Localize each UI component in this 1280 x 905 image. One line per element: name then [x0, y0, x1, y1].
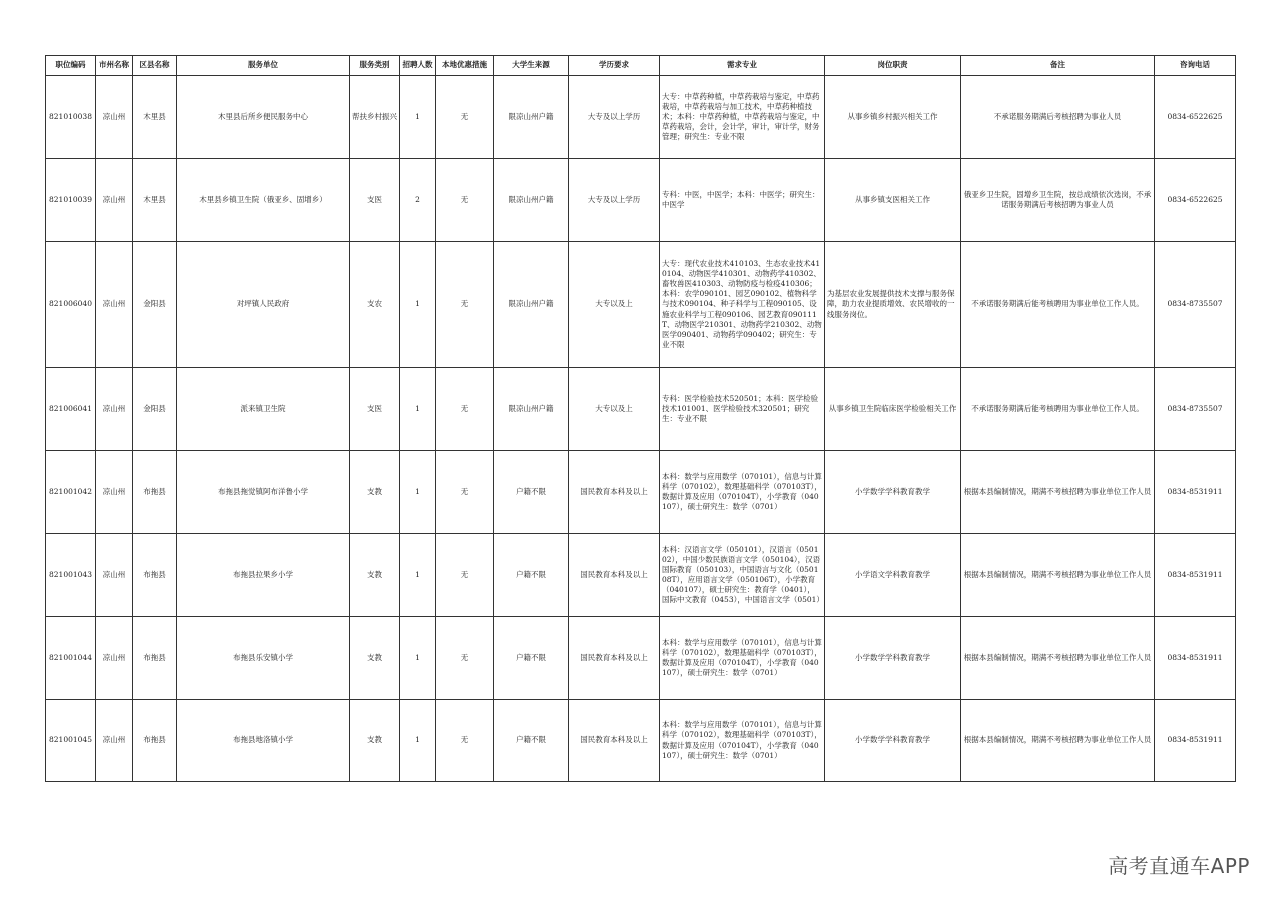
cell-local: 无	[436, 76, 494, 159]
cell-count: 1	[400, 617, 436, 700]
cell-note: 根据本县编制情况，期满不考核招聘为事业单位工作人员	[961, 617, 1155, 700]
cell-unit: 布拖县拖觉镇阿布洋鲁小学	[177, 451, 350, 534]
cell-unit: 布拖县乐安镇小学	[177, 617, 350, 700]
header-major: 需求专业	[660, 56, 825, 76]
cell-county: 金阳县	[133, 368, 177, 451]
cell-count: 1	[400, 700, 436, 782]
cell-category: 支农	[350, 242, 400, 368]
cell-code: 821006040	[46, 242, 96, 368]
header-phone: 咨询电话	[1155, 56, 1236, 76]
cell-note: 俄亚乡卫生院，固增乡卫生院，按总成绩依次选岗，不承诺服务期满后考核招聘为事业人员	[961, 159, 1155, 242]
cell-code: 821006041	[46, 368, 96, 451]
cell-category: 支教	[350, 617, 400, 700]
table-row	[46, 700, 1236, 782]
cell-count: 1	[400, 242, 436, 368]
cell-city: 凉山州	[96, 451, 133, 534]
table-row	[46, 368, 1236, 451]
cell-edu: 国民教育本科及以上	[569, 617, 660, 700]
cell-major: 本科：数学与应用数学（070101），信息与计算科学（070102），数理基础科学（070103T），数据计算及应用（070104T），小学教育（040107），硕士研究生：数学（0701）	[660, 617, 825, 700]
header-code: 职位编码	[46, 56, 96, 76]
table-row	[46, 534, 1236, 617]
watermark-text: 高考直通车APP	[1108, 854, 1250, 878]
cell-category: 支教	[350, 700, 400, 782]
cell-source: 限凉山州户籍	[494, 159, 569, 242]
cell-phone: 0834-8735507	[1155, 242, 1236, 368]
cell-city: 凉山州	[96, 368, 133, 451]
table-header-row	[46, 56, 1236, 76]
header-category: 服务类别	[350, 56, 400, 76]
cell-local: 无	[436, 534, 494, 617]
cell-duty: 小学语文学科教育教学	[825, 534, 961, 617]
cell-category: 支医	[350, 368, 400, 451]
cell-note: 根据本县编制情况，期满不考核招聘为事业单位工作人员	[961, 534, 1155, 617]
cell-code: 821001045	[46, 700, 96, 782]
cell-source: 户籍不限	[494, 534, 569, 617]
header-unit: 服务单位	[177, 56, 350, 76]
header-edu: 学历要求	[569, 56, 660, 76]
cell-county: 布拖县	[133, 617, 177, 700]
header-count: 招聘人数	[400, 56, 436, 76]
cell-local: 无	[436, 451, 494, 534]
cell-county: 布拖县	[133, 700, 177, 782]
cell-phone: 0834-8531911	[1155, 451, 1236, 534]
cell-major: 本科：数学与应用数学（070101），信息与计算科学（070102），数理基础科学（070103T），数据计算及应用（070104T），小学教育（040107），硕士研究生：数学（0701）	[660, 451, 825, 534]
cell-city: 凉山州	[96, 534, 133, 617]
cell-major: 本科：汉语言文学（050101），汉语言（050102），中国少数民族语言文学（050104），汉语国际教育（050103），中国语言与文化（050108T），应用语言文学（050106T），小学教育（040107），硕士研究生：教育学（0401），国际中文教育（0453），中国语言文学（0501）	[660, 534, 825, 617]
cell-major: 大专：现代农业技术410103、生态农业技术410104、动物医学410301、动物药学410302、畜牧兽医410303、动物防疫与检疫410306；本科：农学090101、园艺090102、植物科学与技术090104、种子科学与工程090105、设施农业科学与工程090106、园艺教育090111T、动物医学210301、动物药学210302、动物医学090401、动物药学090402；研究生：专业不限	[660, 242, 825, 368]
positions-table	[45, 55, 1236, 782]
cell-phone: 0834-6522625	[1155, 76, 1236, 159]
cell-unit: 木里县乡镇卫生院（俄亚乡、固增乡）	[177, 159, 350, 242]
cell-phone: 0834-8531911	[1155, 534, 1236, 617]
cell-major: 专科：医学检验技术520501；本科：医学检验技术101001、医学检验技术320501；研究生：专业不限	[660, 368, 825, 451]
cell-county: 木里县	[133, 159, 177, 242]
header-city: 市州名称	[96, 56, 133, 76]
cell-category: 支教	[350, 451, 400, 534]
cell-local: 无	[436, 368, 494, 451]
cell-note: 不承诺服务期满后考核招聘为事业人员	[961, 76, 1155, 159]
table-row	[46, 617, 1236, 700]
cell-note: 不承诺服务期满后能考核聘用为事业单位工作人员。	[961, 368, 1155, 451]
cell-city: 凉山州	[96, 242, 133, 368]
cell-local: 无	[436, 700, 494, 782]
cell-source: 户籍不限	[494, 700, 569, 782]
cell-edu: 大专及以上学历	[569, 159, 660, 242]
cell-duty: 为基层农业发展提供技术支撑与服务保障，助力农业提质增效、农民增收的一线服务岗位。	[825, 242, 961, 368]
cell-code: 821001042	[46, 451, 96, 534]
header-duty: 岗位职责	[825, 56, 961, 76]
table-row	[46, 242, 1236, 368]
cell-note: 不承诺服务期满后能考核聘用为事业单位工作人员。	[961, 242, 1155, 368]
cell-edu: 大专及以上学历	[569, 76, 660, 159]
cell-source: 限凉山州户籍	[494, 368, 569, 451]
cell-note: 根据本县编制情况，期满不考核招聘为事业单位工作人员	[961, 451, 1155, 534]
cell-category: 帮扶乡村振兴	[350, 76, 400, 159]
cell-major: 大专：中草药种植，中草药栽培与鉴定，中草药栽培，中草药栽培与加工技术，中草药种植技术；本科：中草药种植，中草药栽培与鉴定，中草药栽培，会计，会计学，审计，审计学，财务管理；研究生：专业不限	[660, 76, 825, 159]
cell-count: 1	[400, 451, 436, 534]
header-source: 大学生来源	[494, 56, 569, 76]
cell-duty: 从事乡镇支医相关工作	[825, 159, 961, 242]
cell-unit: 布拖县地洛镇小学	[177, 700, 350, 782]
cell-phone: 0834-6522625	[1155, 159, 1236, 242]
cell-county: 布拖县	[133, 451, 177, 534]
cell-count: 1	[400, 76, 436, 159]
cell-phone: 0834-8531911	[1155, 617, 1236, 700]
cell-source: 限凉山州户籍	[494, 76, 569, 159]
cell-local: 无	[436, 159, 494, 242]
header-local: 本地优惠措施	[436, 56, 494, 76]
cell-code: 821001043	[46, 534, 96, 617]
cell-unit: 派来镇卫生院	[177, 368, 350, 451]
cell-major: 本科：数学与应用数学（070101），信息与计算科学（070102），数理基础科学（070103T），数据计算及应用（070104T），小学教育（040107），硕士研究生：数学（0701）	[660, 700, 825, 782]
table-row	[46, 451, 1236, 534]
cell-count: 1	[400, 534, 436, 617]
cell-note: 根据本县编制情况，期满不考核招聘为事业单位工作人员	[961, 700, 1155, 782]
cell-source: 户籍不限	[494, 451, 569, 534]
cell-source: 限凉山州户籍	[494, 242, 569, 368]
cell-edu: 国民教育本科及以上	[569, 700, 660, 782]
cell-duty: 小学数学学科教育教学	[825, 617, 961, 700]
cell-city: 凉山州	[96, 617, 133, 700]
table-row	[46, 159, 1236, 242]
cell-local: 无	[436, 617, 494, 700]
header-county: 区县名称	[133, 56, 177, 76]
cell-city: 凉山州	[96, 700, 133, 782]
cell-code: 821010039	[46, 159, 96, 242]
table-row	[46, 76, 1236, 159]
header-note: 备注	[961, 56, 1155, 76]
cell-local: 无	[436, 242, 494, 368]
cell-unit: 木里县后所乡便民服务中心	[177, 76, 350, 159]
cell-duty: 从事乡镇卫生院临床医学检验相关工作	[825, 368, 961, 451]
cell-category: 支医	[350, 159, 400, 242]
cell-phone: 0834-8735507	[1155, 368, 1236, 451]
cell-code: 821001044	[46, 617, 96, 700]
cell-county: 布拖县	[133, 534, 177, 617]
cell-city: 凉山州	[96, 159, 133, 242]
cell-duty: 从事乡镇乡村振兴相关工作	[825, 76, 961, 159]
cell-edu: 大专以及上	[569, 368, 660, 451]
cell-code: 821010038	[46, 76, 96, 159]
cell-unit: 对坪镇人民政府	[177, 242, 350, 368]
cell-category: 支教	[350, 534, 400, 617]
cell-city: 凉山州	[96, 76, 133, 159]
cell-phone: 0834-8531911	[1155, 700, 1236, 782]
cell-duty: 小学数学学科教育教学	[825, 451, 961, 534]
cell-count: 2	[400, 159, 436, 242]
cell-unit: 布拖县拉果乡小学	[177, 534, 350, 617]
cell-county: 金阳县	[133, 242, 177, 368]
cell-edu: 国民教育本科及以上	[569, 451, 660, 534]
cell-edu: 大专以及上	[569, 242, 660, 368]
cell-edu: 国民教育本科及以上	[569, 534, 660, 617]
cell-count: 1	[400, 368, 436, 451]
cell-duty: 小学数学学科教育教学	[825, 700, 961, 782]
cell-county: 木里县	[133, 76, 177, 159]
cell-source: 户籍不限	[494, 617, 569, 700]
cell-major: 专科：中医，中医学；本科：中医学；研究生：中医学	[660, 159, 825, 242]
